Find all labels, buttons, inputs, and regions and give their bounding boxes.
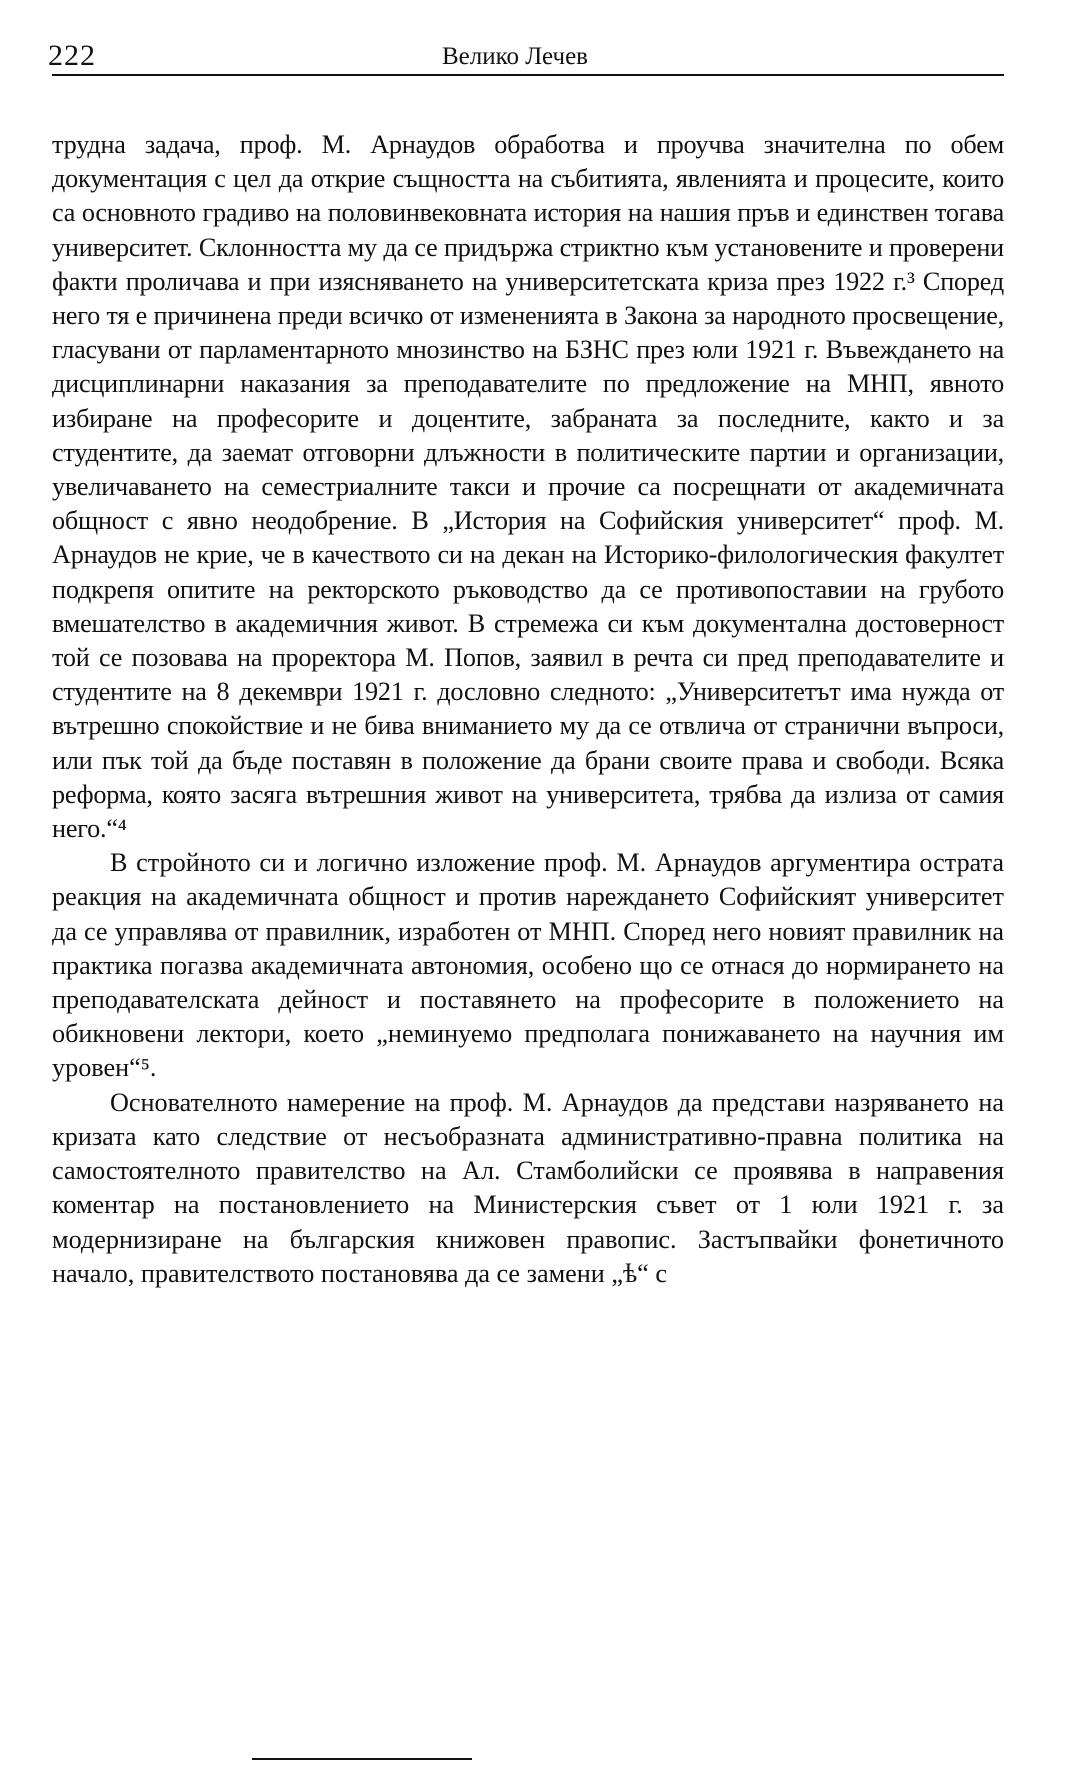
paragraph-3: Основателното намерение на проф. М. Арнаудов да представи назряването на кризата като следствие от несъобразната административно-правна политика на самостоятелното правителство на Ал. Стамболийски се проявява в направения коментар на постановлението на Министерския съвет от 1 юли 1921 г. за модернизиране на българския книжовен правопис. Застъпвайки фонетичното начало, правителството постановява да се замени „ѣ“ с (52, 1087, 1004, 1288)
book-page (48, 0, 1004, 1772)
paragraph-2: В стройното си и логично изложение проф. М. Арнаудов аргументира острата реакция на академичната общност и против нареждането Софийският университет да се управлява от правилник, изработен от МНП. Според него новият правилник на практика погазва академичната автономия, особено що се отнася до нормирането на преподавателската дейност и поставянето на професорите в положението на обикновени лектори, което „неминуемо предполага понижаването на научния им уровен“⁵. (52, 848, 1004, 1083)
footnote-rule (252, 1758, 472, 1760)
paragraph-1: трудна задача, проф. М. Арнаудов обработва и проучва значителна по обем документация с цел да открие същността на събитията, явленията и процесите, които са основното градиво на половинвековната история на нашия пръв и единствен тогава университет. Склонността му да се придържа стриктно към установените и проверени факти проличава и при изясняването на университетската криза през 1922 г.³ Според него тя е причинена преди всичко от измененията в Закона за народното просвещение, гласувани от парламентарното мнозинство на БЗНС през юли 1921 г. Въвеждането на дисциплинарни наказания за преподавателите по предложение на МНП, явното избиране на професорите и доцентите, забраната за последните, както и за студентите, да заемат отговорни длъжности в политическите партии и организации, увеличаването на семестриалните такси и прочие са посрещнати от академичната общност с явно неодобрение. В „История на Софийския университет“ проф. М. Арнаудов не крие, че в качеството си на декан на Историко-филологическия факултет подкрепя опитите на ректорското ръководство да се противопоставии на грубото вмешателство в академичния живот. В стремежа си към документална достоверност той се позовава на проректора М. Попов, заявил в речта си пред преподавателите и студентите на 8 декември 1921 г. дословно следното: „Университетът има нужда от вътрешно спокойствие и не бива вниманието му да се отвлича от странични въпроси, или пък той да бъде поставян в положение да брани своите права и свободи. Всяка реформа, която засяга вътрешния живот на университета, трябва да излиза от самия него.“⁴ (52, 130, 1004, 844)
body-text (52, 128, 1004, 1291)
running-title: Велико Лечев (442, 43, 588, 70)
page-number: 222 (48, 39, 96, 72)
running-head (48, 38, 1004, 76)
